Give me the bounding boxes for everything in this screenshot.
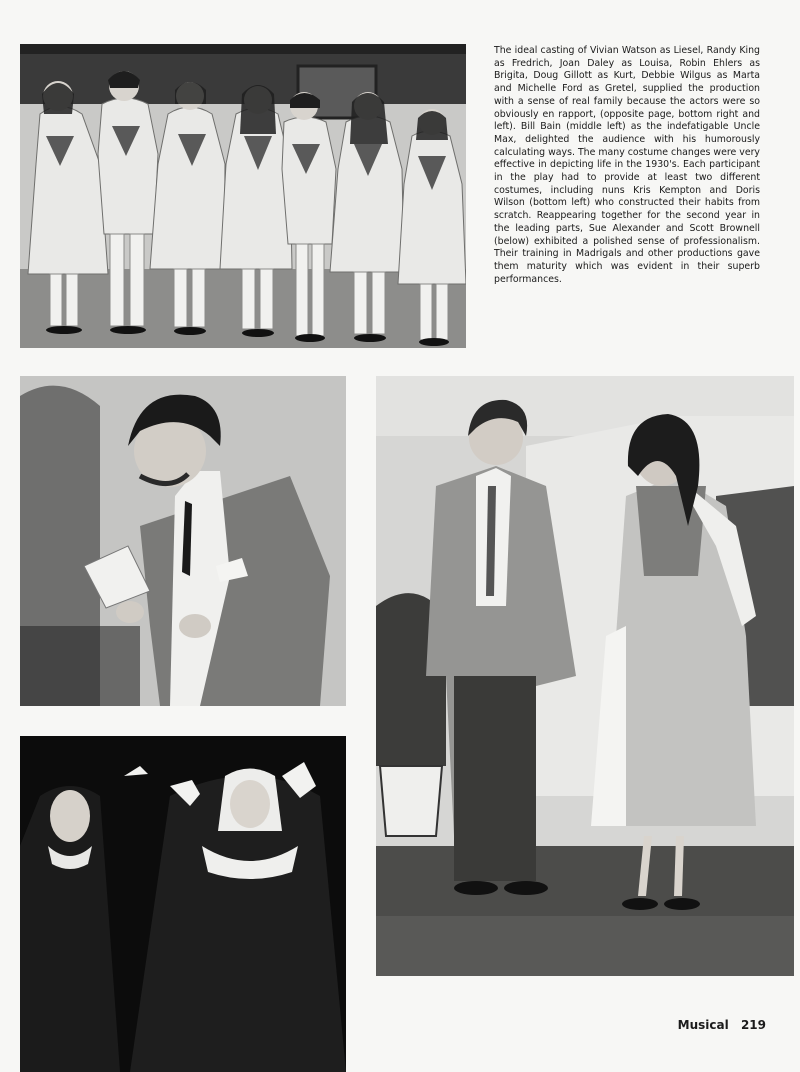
section-label: Musical: [677, 1018, 729, 1032]
page-folio: [678, 1018, 766, 1032]
photo-uncle-max: [20, 376, 346, 706]
caption-text: The ideal casting of Vivian Watson as Liesel, Randy King as Fredrich, Joan Daley as Louisa, Robin Ehlers as Brigita, Doug Gillott as Kurt, Debbie Wilgus as Marta and Michelle Ford as Gretel, supplied the production with a sense of real family because the actors were so obviously en rapport, (opposite page, bottom right and left). Bill Bain (middle left) as the indefatigable Uncle Max, delighted the audience with his humorously calculating ways. The many costume changes were very effective in depicting life in the 1930's. Each participant in the play had to provide at least two different costumes, including nuns Kris Kempton and Doris Wilson (bottom left) who constructed their habits from scratch. Reappearing together for the second year in the leading parts, Sue Alexander and Scott Brownell (below) exhibited a polished sense of professionalism. Their training in Madrigals and other productions gave them maturity which was evident in their superb performances.: [494, 45, 760, 285]
photo-nuns: [20, 736, 346, 1072]
photo-von-trapp-children: [20, 44, 466, 348]
page-number: 219: [740, 1018, 766, 1032]
photo-leads-couple: [376, 376, 794, 976]
